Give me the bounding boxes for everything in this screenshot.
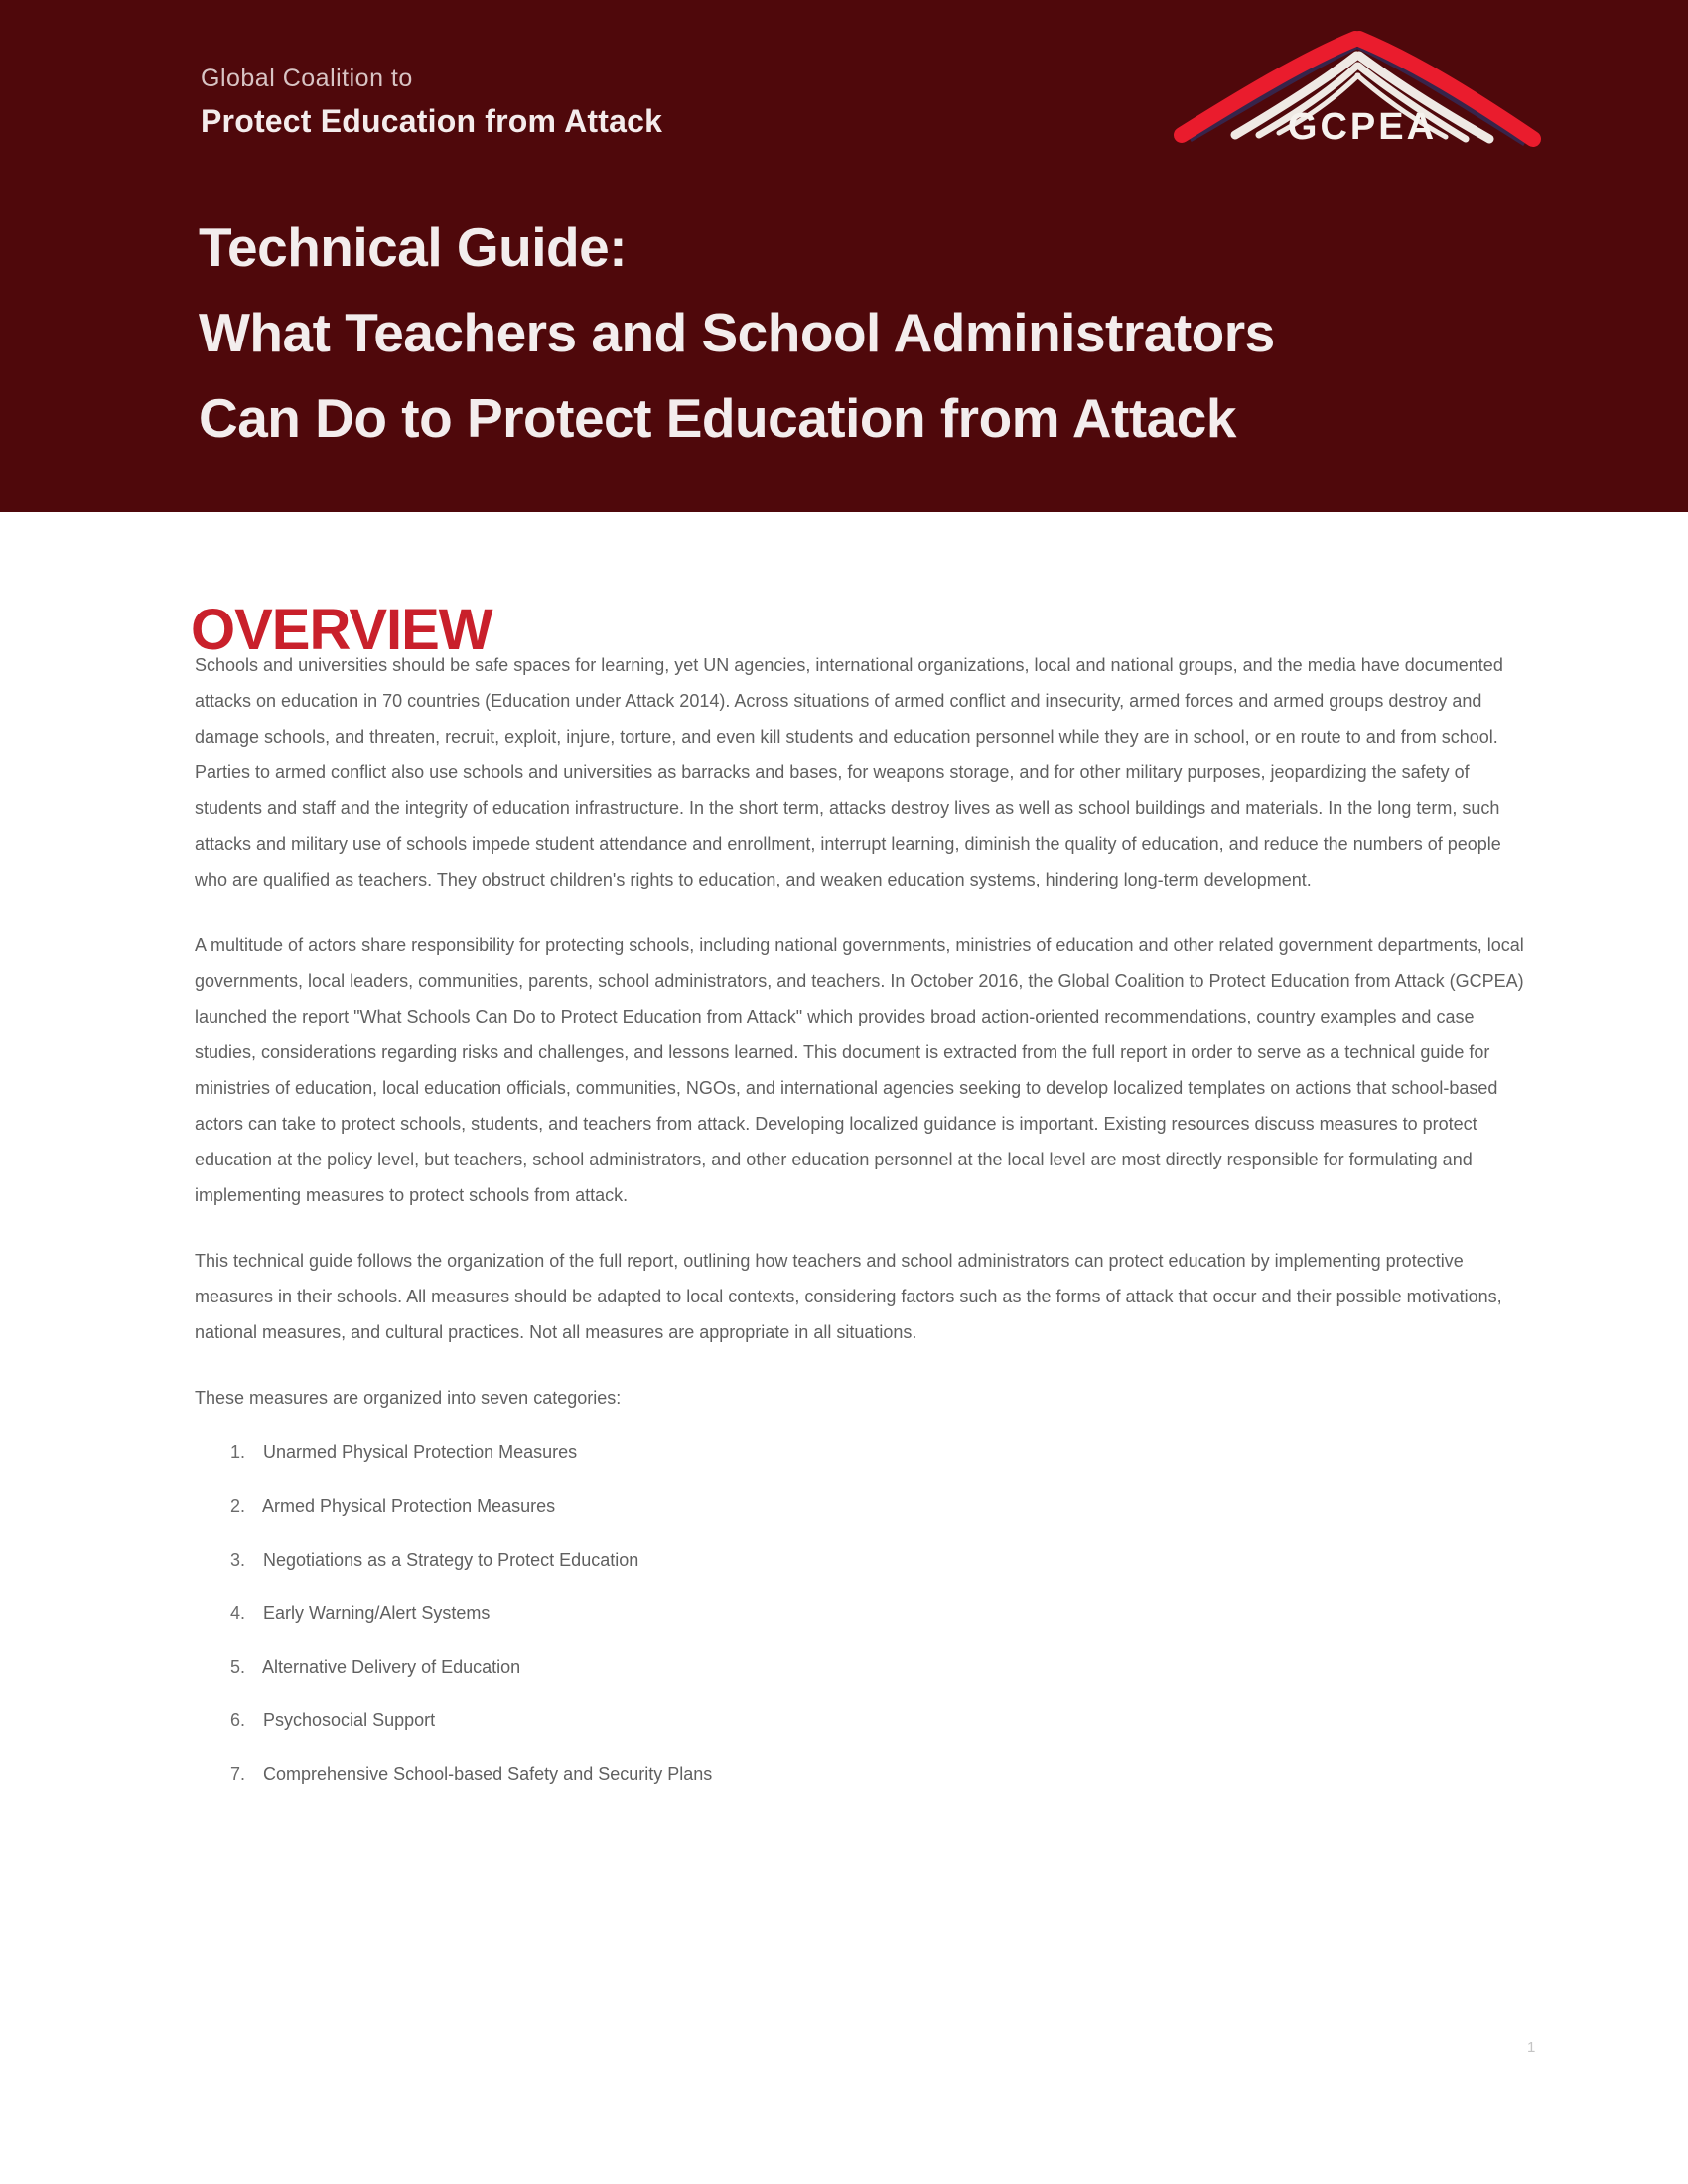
category-number: 4.: [230, 1603, 246, 1623]
title-line-3: Can Do to Protect Education from Attack: [199, 387, 1236, 449]
overview-body: [195, 647, 1525, 1801]
categories-lead-in: These measures are organized into seven categories:: [195, 1388, 622, 1408]
category-label: Alternative Delivery of Education: [262, 1657, 521, 1677]
category-number: 3.: [230, 1550, 246, 1570]
title-line-2: What Teachers and School Administrators: [199, 302, 1275, 363]
category-label: Psychosocial Support: [263, 1710, 436, 1730]
logo-text: GCPEA: [1287, 106, 1438, 148]
category-number: 2.: [230, 1496, 246, 1516]
header-band: [0, 0, 1688, 512]
document-title: [199, 205, 1275, 461]
page-number: 1: [1527, 2039, 1536, 2056]
category-item-7: [230, 1747, 1525, 1801]
gcpea-open-book-logo-icon: [1164, 26, 1551, 163]
category-item-6: [230, 1694, 1525, 1747]
category-label: Early Warning/Alert Systems: [263, 1603, 491, 1623]
overview-paragraph-1: Schools and universities should be safe spaces for learning, yet UN agencies, international organizations, local and national groups, and the media have documented attacks on education in 70 countries (Education under Attack 2014). Across situations of armed conflict and insecurity, armed forces and armed groups destroy and damage schools, and threaten, recruit, exploit, injure, torture, and even kill students and education personnel while they are in school, or en route to and from school. Parties to armed conflict also use schools and universities as barracks and bases, for weapons storage, and for other military purposes, jeopardizing the safety of students and staff and the integrity of education infrastructure. In the short term, attacks destroy lives as well as school buildings and materials. In the long term, such attacks and military use of schools impede student attendance and enrollment, interrupt learning, diminish the quality of education, and reduce the numbers of people who are qualified as teachers. They obstruct children's rights to education, and weaken education systems, hindering long-term development.: [195, 655, 1503, 889]
category-number: 6.: [230, 1710, 246, 1730]
category-item-3: [230, 1533, 1525, 1586]
category-number: 7.: [230, 1764, 246, 1784]
category-item-1: [230, 1426, 1525, 1479]
overview-paragraph-2: A multitude of actors share responsibility for protecting schools, including national governments, ministries of education and other related government departments, local governments, local leaders, communities, parents, school administrators, and teachers. In October 2016, the Global Coalition to Protect Education from Attack (GCPEA) launched the report "What Schools Can Do to Protect Education from Attack" which provides broad action-oriented recommendations, country examples and case studies, considerations regarding risks and challenges, and lessons learned. This document is extracted from the full report in order to serve as a technical guide for ministries of education, local education officials, communities, NGOs, and international agencies seeking to develop localized templates on actions that school-based actors can take to protect schools, students, and teachers from attack. Developing localized guidance is important. Existing resources discuss measures to protect education at the policy level, but teachers, school administrators, and other education personnel at the local level are most directly responsible for formulating and implementing measures to protect schools from attack.: [195, 935, 1524, 1205]
category-item-5: [230, 1640, 1525, 1694]
category-label: Armed Physical Protection Measures: [262, 1496, 556, 1516]
category-label: Negotiations as a Strategy to Protect Education: [263, 1550, 639, 1570]
category-number: 5.: [230, 1657, 246, 1677]
overview-heading: OVERVIEW: [191, 597, 492, 662]
title-line-1: Technical Guide:: [199, 216, 628, 278]
brand-line-1: Global Coalition to: [201, 65, 413, 92]
category-list: [195, 1426, 1525, 1801]
category-number: 1.: [230, 1442, 246, 1462]
overview-paragraph-3: This technical guide follows the organization of the full report, outlining how teachers and school administrators can protect education by implementing protective measures in their schools. All measures should be adapted to local contexts, considering factors such as the forms of attack that occur and their possible motivations, national measures, and cultural practices. Not all measures are appropriate in all situations.: [195, 1251, 1502, 1342]
brand-line-2: Protect Education from Attack: [201, 103, 663, 139]
category-item-4: [230, 1586, 1525, 1640]
category-item-2: [230, 1479, 1525, 1533]
brand-block: [201, 64, 662, 140]
category-label: Unarmed Physical Protection Measures: [263, 1442, 578, 1462]
category-label: Comprehensive School-based Safety and Security Plans: [263, 1764, 713, 1784]
